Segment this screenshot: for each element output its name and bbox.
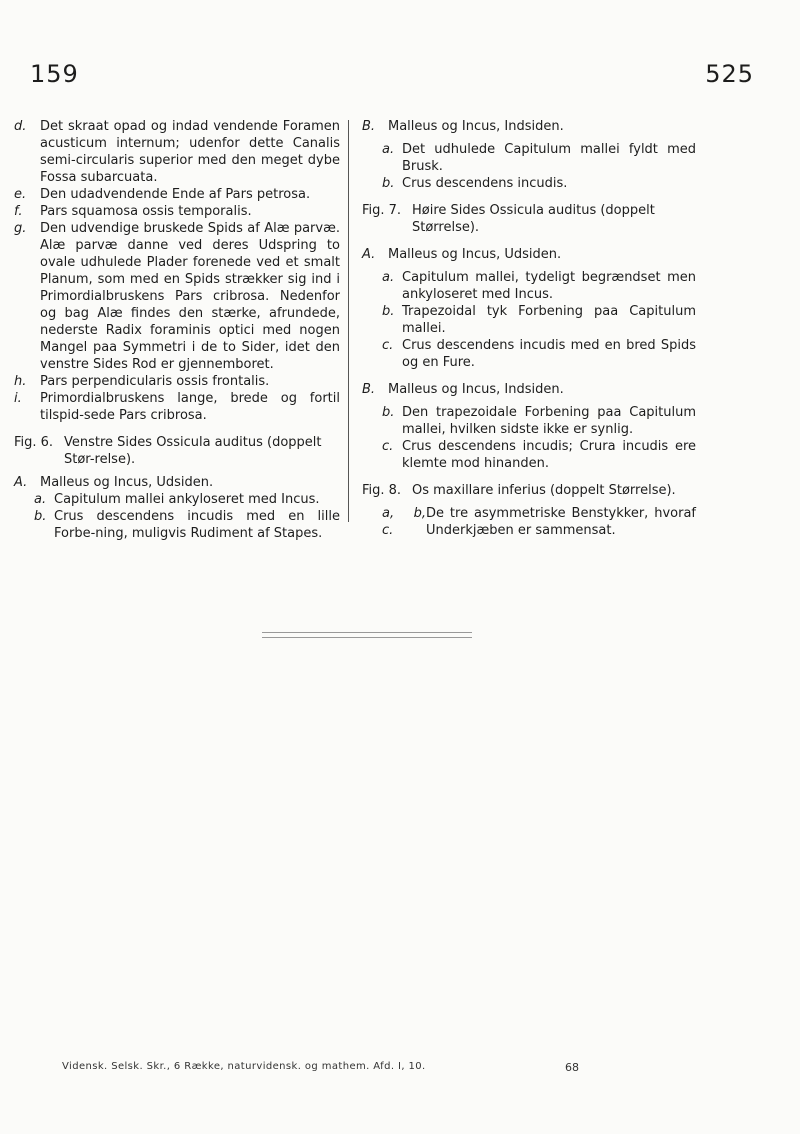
- entry-label: B.: [362, 382, 376, 397]
- entry-text: Crus descendens incudis.: [402, 176, 568, 191]
- entry-label: h.: [14, 374, 27, 389]
- figure-7-caption: [362, 202, 696, 236]
- section-rule: [262, 632, 472, 638]
- entry-label: a.: [382, 142, 395, 157]
- page-number-left: 159: [30, 60, 79, 88]
- entry-text: Crus descendens incudis; Crura incudis ere klemte mod hinanden.: [402, 439, 696, 471]
- entry-label: c.: [382, 338, 394, 353]
- entry-f: [14, 203, 340, 220]
- entry-label: b.: [382, 405, 395, 420]
- entry-label: c.: [382, 439, 394, 454]
- entry-A: [362, 246, 696, 263]
- entry-text: Pars squamosa ossis temporalis.: [40, 204, 252, 219]
- entry-label: b.: [382, 304, 395, 319]
- entry-A-a: [34, 491, 340, 508]
- entry-text: Capitulum mallei ankyloseret med Incus.: [54, 492, 320, 507]
- entry-B: [362, 118, 696, 135]
- entry-i: [14, 390, 340, 424]
- entry-text: Malleus og Incus, Indsiden.: [388, 382, 564, 397]
- entry-text: Malleus og Incus, Udsiden.: [388, 247, 562, 262]
- figure-text: Os maxillare inferius (doppelt Størrelse).: [412, 483, 676, 498]
- entry-label: b.: [382, 176, 395, 191]
- entry-label: g.: [14, 221, 27, 236]
- entry-label: a.: [34, 492, 47, 507]
- entry-text: Det udhulede Capitulum mallei fyldt med Brusk.: [402, 142, 696, 174]
- entry-label: A.: [362, 247, 376, 262]
- entry-text: Pars perpendicularis ossis frontalis.: [40, 374, 270, 389]
- entry-label: A.: [14, 475, 28, 490]
- entry-A-b: [382, 303, 696, 337]
- figure-8-caption: [362, 482, 696, 499]
- page-number-right: 525: [705, 60, 754, 88]
- footer-citation: Vidensk. Selsk. Skr., 6 Række, naturvidensk. og mathem. Afd. I, 10.: [62, 1061, 426, 1072]
- entry-e: [14, 186, 340, 203]
- figure-label: Fig. 8.: [362, 483, 402, 498]
- entry-text: Capitulum mallei, tydeligt begrændset men ankyloseret med Incus.: [402, 270, 696, 302]
- entry-label: d.: [14, 119, 27, 134]
- entry-text: Primordialbruskens lange, brede og fortil tilspid-sede Pars cribrosa.: [40, 391, 340, 423]
- entry-text: De tre asymmetriske Benstykker, hvoraf Underkjæben er sammensat.: [426, 506, 696, 538]
- entry-label: a, b, c.: [382, 506, 426, 538]
- left-column: [14, 118, 340, 542]
- entry-text: Malleus og Incus, Indsiden.: [388, 119, 564, 134]
- entry-g: [14, 220, 340, 373]
- entry-text: Det skraat opad og indad vendende Foramen acusticum internum; udenfor dette Canalis semi-circularis superior med den meget dybe Fossa subarcuata.: [40, 119, 340, 185]
- entry-abc: [382, 505, 696, 539]
- entry-A-a: [382, 269, 696, 303]
- footer-signature: 68: [565, 1061, 579, 1074]
- column-divider: [348, 120, 349, 522]
- entry-h: [14, 373, 340, 390]
- entry-label: b.: [34, 509, 47, 524]
- entry-B-b: [382, 175, 696, 192]
- entry-text: Crus descendens incudis med en lille Forbe-ning, muligvis Rudiment af Stapes.: [54, 509, 340, 541]
- entry-label: e.: [14, 187, 27, 202]
- entry-label: i.: [14, 391, 22, 406]
- figure-6-caption: [14, 434, 340, 468]
- entry-label: B.: [362, 119, 376, 134]
- entry-text: Den udadvendende Ende af Pars petrosa.: [40, 187, 311, 202]
- entry-B-a: [382, 141, 696, 175]
- entry-B-b: [382, 404, 696, 438]
- entry-label: f.: [14, 204, 23, 219]
- entry-text: Trapezoidal tyk Forbening paa Capitulum mallei.: [402, 304, 696, 336]
- entry-text: Crus descendens incudis med en bred Spids og en Fure.: [402, 338, 696, 370]
- figure-label: Fig. 7.: [362, 203, 402, 218]
- entry-B-c: [382, 438, 696, 472]
- entry-label: a.: [382, 270, 395, 285]
- entry-A: [14, 474, 340, 491]
- right-column: [362, 118, 696, 539]
- figure-text: Høire Sides Ossicula auditus (doppelt Størrelse).: [412, 203, 655, 235]
- entry-text: Den udvendige bruskede Spids af Alæ parvæ. Alæ parvæ danne ved deres Udspring to ovale udhulede Plader forenede ved et smalt Planum, som med en Spids strækker sig ind i Primordialbruskens Pars cribrosa. Nedenfor og bag Alæ findes den stærke, afrundede, nederste Radix foraminis optici med nogen Mangel paa Symmetri i de to Sider, idet den venstre Sides Rod er gjennemboret.: [40, 221, 340, 372]
- entry-B: [362, 381, 696, 398]
- entry-A-c: [382, 337, 696, 371]
- entry-d: [14, 118, 340, 186]
- figure-text: Venstre Sides Ossicula auditus (doppelt Stør-relse).: [64, 435, 322, 467]
- entry-text: Malleus og Incus, Udsiden.: [40, 475, 214, 490]
- figure-label: Fig. 6.: [14, 435, 54, 450]
- entry-A-b: [34, 508, 340, 542]
- entry-text: Den trapezoidale Forbening paa Capitulum mallei, hvilken sidste ikke er synlig.: [402, 405, 696, 437]
